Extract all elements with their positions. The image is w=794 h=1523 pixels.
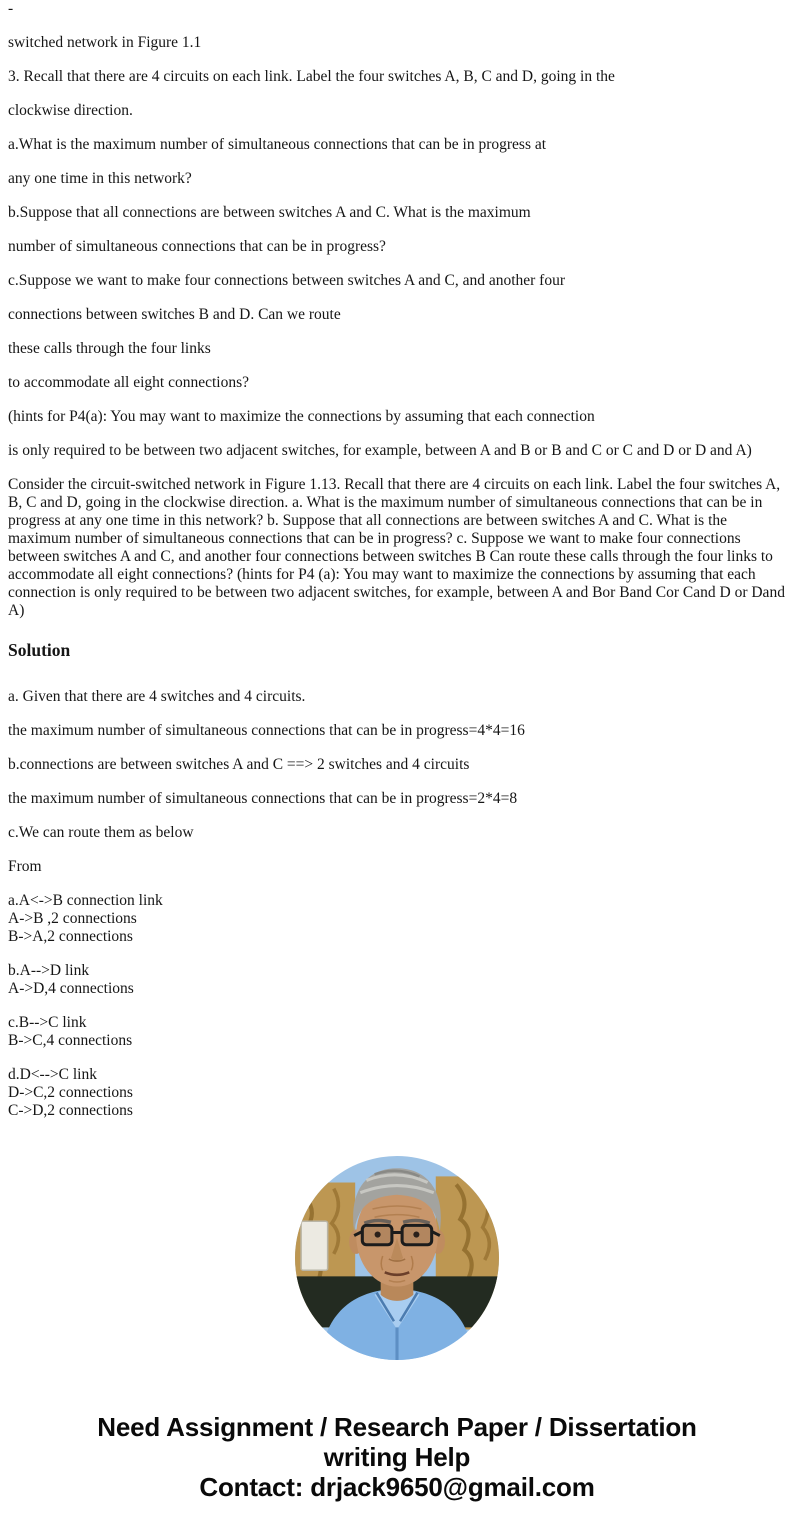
question-line: these calls through the four links bbox=[8, 340, 211, 357]
solution-line: From bbox=[8, 858, 42, 875]
routing-line: a.A<->B connection link bbox=[8, 892, 163, 909]
routing-line: A->B ,2 connections bbox=[8, 910, 137, 927]
question-line: - bbox=[8, 0, 14, 17]
routing-group-ab bbox=[8, 892, 786, 946]
question-section bbox=[8, 0, 786, 620]
question-line: connections between switches B and D. Can we route bbox=[8, 306, 341, 323]
question-line: any one time in this network? bbox=[8, 170, 192, 187]
promo-line-1: Need Assignment / Research Paper / Dissertation bbox=[97, 1412, 697, 1442]
promo-line-2: writing Help bbox=[323, 1442, 471, 1472]
routing-line: c.B-->C link bbox=[8, 1014, 87, 1031]
solution-heading: Solution bbox=[8, 640, 71, 660]
routing-group-dc bbox=[8, 1066, 786, 1120]
solution-section bbox=[8, 688, 786, 1120]
question-line: c.Suppose we want to make four connections between switches A and C, and another four bbox=[8, 272, 565, 289]
solution-line: the maximum number of simultaneous connections that can be in progress=2*4=8 bbox=[8, 790, 518, 807]
routing-group-bc bbox=[8, 1014, 786, 1050]
tutor-photo-icon bbox=[295, 1156, 499, 1360]
routing-line: D->C,2 connections bbox=[8, 1084, 133, 1101]
routing-line: B->C,4 connections bbox=[8, 1032, 133, 1049]
question-line: is only required to be between two adjacent switches, for example, between A and B or B and C or C and D or D and A) bbox=[8, 442, 752, 459]
contact-line: Contact: drjack9650@gmail.com bbox=[199, 1472, 595, 1502]
tutor-avatar bbox=[295, 1156, 499, 1360]
routing-line: d.D<-->C link bbox=[8, 1066, 97, 1083]
promo-footer bbox=[8, 1412, 786, 1502]
question-line: (hints for P4(a): You may want to maximize the connections by assuming that each connection bbox=[8, 408, 595, 425]
question-line: 3. Recall that there are 4 circuits on each link. Label the four switches A, B, C and D, going in the bbox=[8, 68, 615, 85]
routing-line: A->D,4 connections bbox=[8, 980, 134, 997]
solution-line: the maximum number of simultaneous connections that can be in progress=4*4=16 bbox=[8, 722, 525, 739]
question-line: number of simultaneous connections that can be in progress? bbox=[8, 238, 386, 255]
routing-line: C->D,2 connections bbox=[8, 1102, 133, 1119]
solution-line: b.connections are between switches A and C ==> 2 switches and 4 circuits bbox=[8, 756, 470, 773]
question-line: b.Suppose that all connections are between switches A and C. What is the maximum bbox=[8, 204, 531, 221]
solution-line: c.We can route them as below bbox=[8, 824, 194, 841]
routing-line: B->A,2 connections bbox=[8, 928, 133, 945]
question-line: a.What is the maximum number of simultaneous connections that can be in progress at bbox=[8, 136, 547, 153]
question-line: to accommodate all eight connections? bbox=[8, 374, 250, 391]
routing-line: b.A-->D link bbox=[8, 962, 90, 979]
solution-line: a. Given that there are 4 switches and 4 circuits. bbox=[8, 688, 306, 705]
question-summary-paragraph: Consider the circuit-switched network in Figure 1.13. Recall that there are 4 circuits on each link. Label the four switches A, B, C and D, going in the clockwise direction. a. What is the maximum number of simultaneous connections that can be in progress at any one time in this network? b. Suppose that all connections are between switches A and C. What is the maximum number of simultaneous connections that can be in progress? c. Suppose we want to make four connections between switches A and C, and another four connections between switches B Can route these calls through the four links to accommodate all eight connections? (hints for P4 (a): You may want to maximize the connections by assuming that each connection is only required to be between two adjacent switches, for example, between A and Bor Band Cor Cand D or Dand A) bbox=[8, 476, 785, 619]
routing-group-ad bbox=[8, 962, 786, 998]
question-line: clockwise direction. bbox=[8, 102, 133, 119]
question-line: switched network in Figure 1.1 bbox=[8, 34, 202, 51]
